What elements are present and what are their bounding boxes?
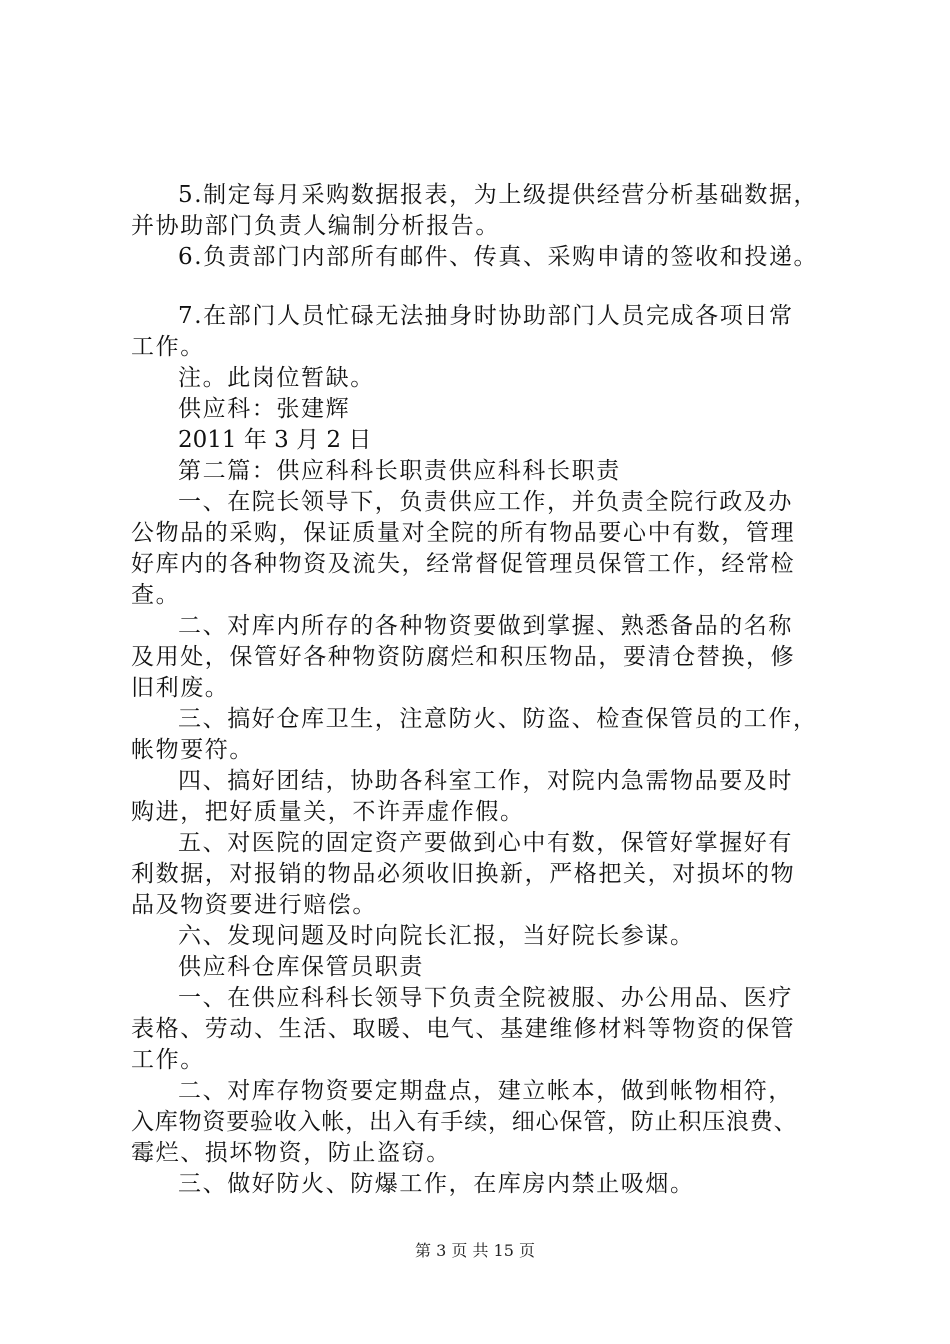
text-line: 旧利废。 xyxy=(131,675,230,701)
text-line: 入库物资要验收入帐，出入有手续，细心保管，防止积压浪费、 xyxy=(131,1109,798,1135)
text-line: 公物品的采购，保证质量对全院的所有物品要心中有数，管理 xyxy=(131,520,796,546)
text-line: 六、发现问题及时向院长汇报，当好院长参谋。 xyxy=(178,923,695,949)
section-heading: 第二篇：供应科科长职责供应科科长职责 xyxy=(178,458,621,484)
text-line: 二、对库内所存的各种物资要做到掌握、熟悉备品的名称 xyxy=(178,613,793,639)
text-line: 工作。 xyxy=(131,334,205,360)
text-line: 5.制定每月采购数据报表，为上级提供经营分析基础数据， xyxy=(178,182,819,208)
page-number-footer: 第 3 页 共 15 页 xyxy=(415,1241,535,1260)
text-line: 霉烂、损坏物资，防止盗窃。 xyxy=(131,1140,451,1166)
text-line: 一、在供应科科长领导下负责全院被服、办公用品、医疗 xyxy=(178,985,793,1011)
text-line: 三、搞好仓库卫生，注意防火、防盗、检查保管员的工作， xyxy=(178,706,818,732)
text-line: 好库内的各种物资及流失，经常督促管理员保管工作，经常检 xyxy=(131,551,796,577)
text-line: 购进，把好质量关，不许弄虚作假。 xyxy=(131,799,525,825)
text-line: 供应科：张建辉 xyxy=(178,396,351,422)
text-line: 二、对库存物资要定期盘点，建立帐本，做到帐物相符， xyxy=(178,1078,793,1104)
section-heading: 供应科仓库保管员职责 xyxy=(178,954,424,980)
text-line: 查。 xyxy=(131,582,181,608)
text-line: 6.负责部门内部所有邮件、传真、采购申请的签收和投递。 xyxy=(178,244,819,270)
text-line: 三、做好防火、防爆工作，在库房内禁止吸烟。 xyxy=(178,1171,695,1197)
text-line: 品及物资要进行赔偿。 xyxy=(131,892,377,918)
text-line: 一、在院长领导下，负责供应工作，并负责全院行政及办 xyxy=(178,489,793,515)
text-line: 工作。 xyxy=(131,1047,205,1073)
text-line: 利数据，对报销的物品必须收旧换新，严格把关，对损坏的物 xyxy=(131,861,796,887)
text-line: 并协助部门负责人编制分析报告。 xyxy=(131,213,500,239)
text-line: 及用处，保管好各种物资防腐烂和积压物品，要清仓替换，修 xyxy=(131,644,796,670)
text-line: 五、对医院的固定资产要做到心中有数，保管好掌握好有 xyxy=(178,830,793,856)
text-line: 表格、劳动、生活、取暖、电气、基建维修材料等物资的保管 xyxy=(131,1016,796,1042)
text-line: 帐物要符。 xyxy=(131,737,254,763)
text-line: 注。此岗位暂缺。 xyxy=(178,365,375,391)
text-line: 四、搞好团结，协助各科室工作，对院内急需物品要及时 xyxy=(178,768,793,794)
text-line: 7.在部门人员忙碌无法抽身时协助部门人员完成各项日常 xyxy=(178,303,794,329)
text-line: 2011 年 3 月 2 日 xyxy=(178,427,372,453)
